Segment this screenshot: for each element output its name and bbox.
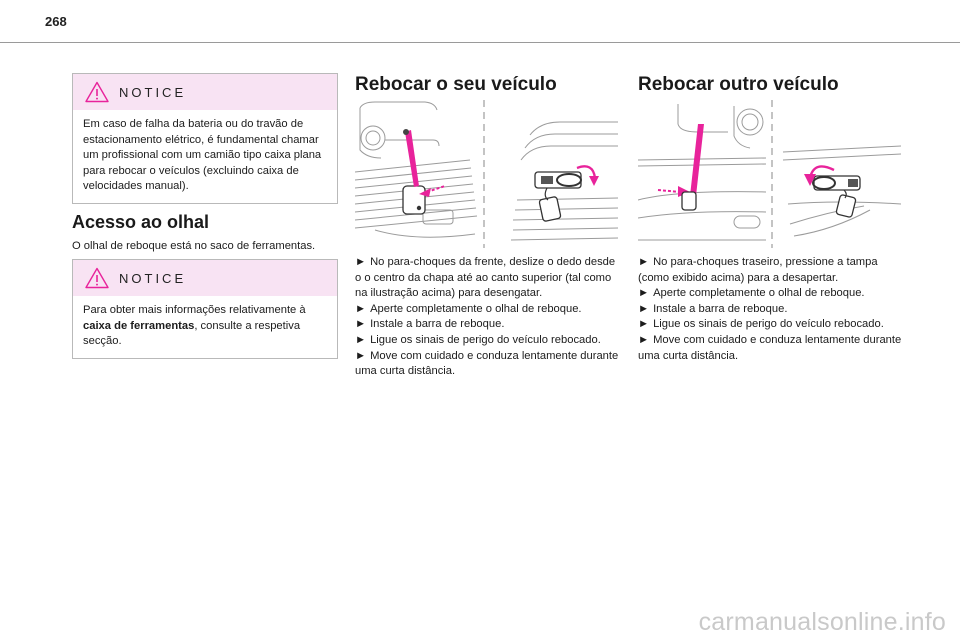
step-item [355,349,623,380]
step-item [638,333,906,364]
bullet-arrow-icon: ► [638,287,650,300]
warning-triangle-icon [85,267,109,289]
step-text: Instale a barra de reboque. [370,318,505,331]
bullet-arrow-icon: ► [355,333,367,346]
step-item [355,255,623,302]
bullet-arrow-icon: ► [638,302,650,315]
paragraph-tool-bag: O olhal de reboque está no saco de ferramentas. [72,240,316,252]
step-text: Instale a barra de reboque. [653,302,788,315]
notice-text-bold: caixa de ferramentas [83,319,195,332]
notice-text: Em caso de falha da bateria ou do travão de estacionamento elétrico, é fundamental chamar um profissional com um camião tipo caixa plana para rebocar o veículos (excluindo caixa de velocidades manual). [83,118,322,193]
page-number: 268 [45,14,67,29]
section-heading-tow-your-vehicle: Rebocar o seu veículo [355,74,557,95]
steps-tow-other-vehicle [638,255,906,364]
notice-box-battery [72,73,338,204]
bullet-arrow-icon: ► [355,318,367,331]
watermark: carmanualsonline.info [698,608,946,636]
section-heading-access: Acesso ao olhal [72,212,210,232]
warning-triangle-icon [85,81,109,103]
bullet-arrow-icon: ► [638,318,650,331]
step-item [355,333,623,349]
bullet-arrow-icon: ► [355,349,367,362]
notice-text-part: Para obter mais informações relativamente à [83,304,306,316]
step-item [355,302,623,318]
bullet-arrow-icon: ► [355,256,367,268]
notice-header [73,260,337,296]
notice-header [73,74,337,110]
steps-tow-your-vehicle [355,255,623,380]
step-text: Aperte completamente o olhal de reboque. [653,287,865,300]
step-text: Aperte completamente o olhal de reboque. [370,302,582,315]
notice-box-toolbox [72,259,338,359]
section-heading-tow-other-vehicle: Rebocar outro veículo [638,74,839,95]
notice-text [73,296,337,358]
step-text: Ligue os sinais de perigo do veículo rebocado. [653,318,884,331]
step-text: No para-choques traseiro, pressione a tampa (como exibido acima) para a desapertar. [638,256,878,284]
bullet-arrow-icon: ► [638,333,650,346]
header-rule [0,42,960,43]
bullet-arrow-icon: ► [638,256,650,268]
step-item [355,317,623,333]
step-text: Move com cuidado e conduza lentamente durante uma curta distância. [355,349,619,378]
step-item [638,302,906,318]
bullet-arrow-icon: ► [355,302,367,315]
step-item [638,317,906,333]
step-item [638,255,906,286]
step-item [638,286,906,302]
step-text: No para-choques da frente, deslize o dedo desde o o centro da chapa até ao canto superior (tal como na ilustração acima) para desengatar. [355,256,616,300]
notice-title: NOTICE [119,84,187,100]
step-text: Move com cuidado e conduza lentamente durante uma curta distância. [638,333,902,362]
rear-bumper-illustration [638,100,901,248]
front-bumper-illustration [355,100,618,248]
step-text: Ligue os sinais de perigo do veículo rebocado. [370,333,601,346]
notice-title: NOTICE [119,270,187,286]
notice-text-part: , consulte a respetiva secção. [83,319,301,348]
